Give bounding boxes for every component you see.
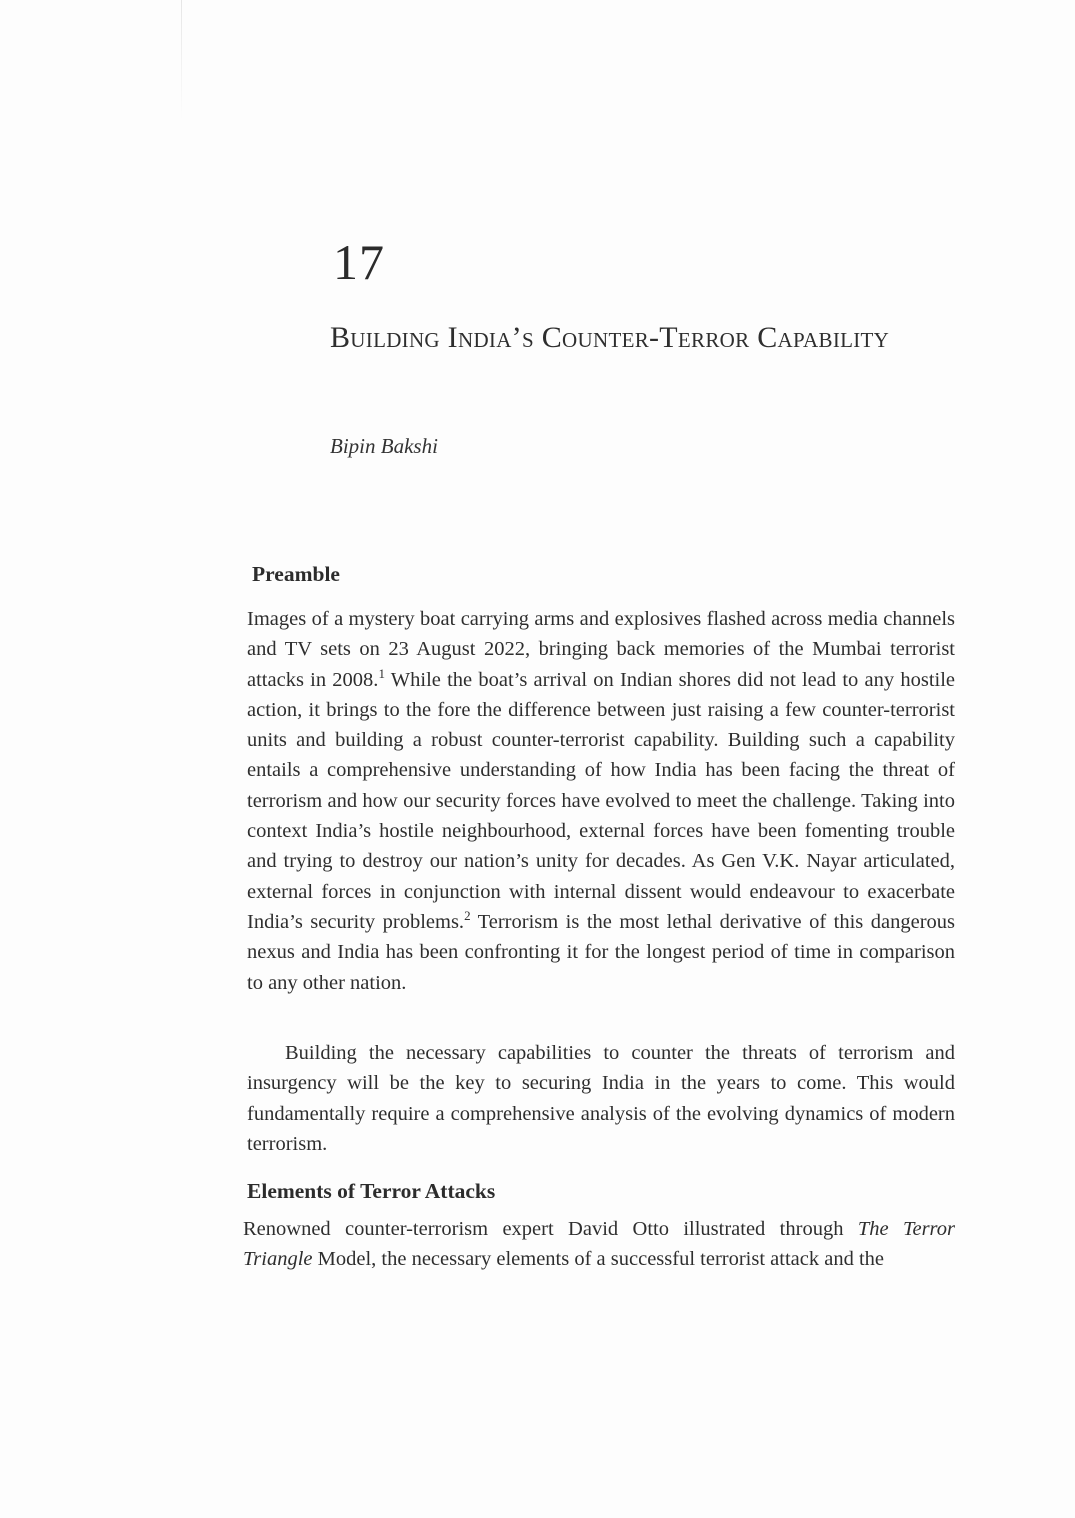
preamble-paragraph-1 (247, 604, 955, 998)
elements-paragraph-1 (243, 1214, 955, 1275)
elements-p1-text-b: Model, the necessary elements of a successful terrorist attack and the (312, 1248, 885, 1271)
preamble-p1-text-b: While the boat’s arrival on Indian shores did not lead to any hostile action, it brings to the fore the difference between just raising a few counter-terrorist units and building a robust counter-terrorist capability. Building such a capability entails a comprehensive understanding of how India has been facing the threat of terrorism and how our security forces have evolved to meet the challenge. Taking into context India’s hostile neighbourhood, external forces have been fomenting trouble and trying to destroy our nation’s unity for decades. As Gen V.K. Nayar articulated, external forces in conjunction with internal dissent would endeavour to exacerbate India’s security problems. (247, 668, 955, 933)
scan-edge-shadow (181, 0, 182, 120)
section-heading-preamble: Preamble (252, 562, 340, 586)
preamble-paragraph-2: Building the necessary capabilities to counter the threats of terrorism and insurgency will be the key to securing India in the years to come. This would fundamentally require a comprehensive analysis of the evolving dynamics of modern terrorism. (247, 1042, 955, 1155)
elements-p1-text-a: Renowned counter-terrorism expert David Otto illustrated through (243, 1218, 858, 1240)
terror-triangle-title: The Terror Triangle (243, 1218, 955, 1271)
preamble-p1-text-c: Terrorism is the most lethal derivative of this dangerous nexus and India has been confronting it for the longest period of time in comparison to any other nation. (247, 910, 956, 994)
chapter-number: 17 (333, 234, 385, 290)
footnote-ref-2: 2 (464, 908, 471, 924)
preamble-p1-text-a: Images of a mystery boat carrying arms and explosives flashed across media channels and TV sets on 23 August 2022, bringing back memories of the Mumbai terrorist attacks in 2008. (247, 608, 955, 691)
section-heading-elements: Elements of Terror Attacks (247, 1179, 496, 1203)
chapter-title: Building India’s Counter-Terror Capability (330, 321, 890, 354)
footnote-ref-1: 1 (378, 665, 385, 681)
chapter-author: Bipin Bakshi (330, 434, 438, 458)
